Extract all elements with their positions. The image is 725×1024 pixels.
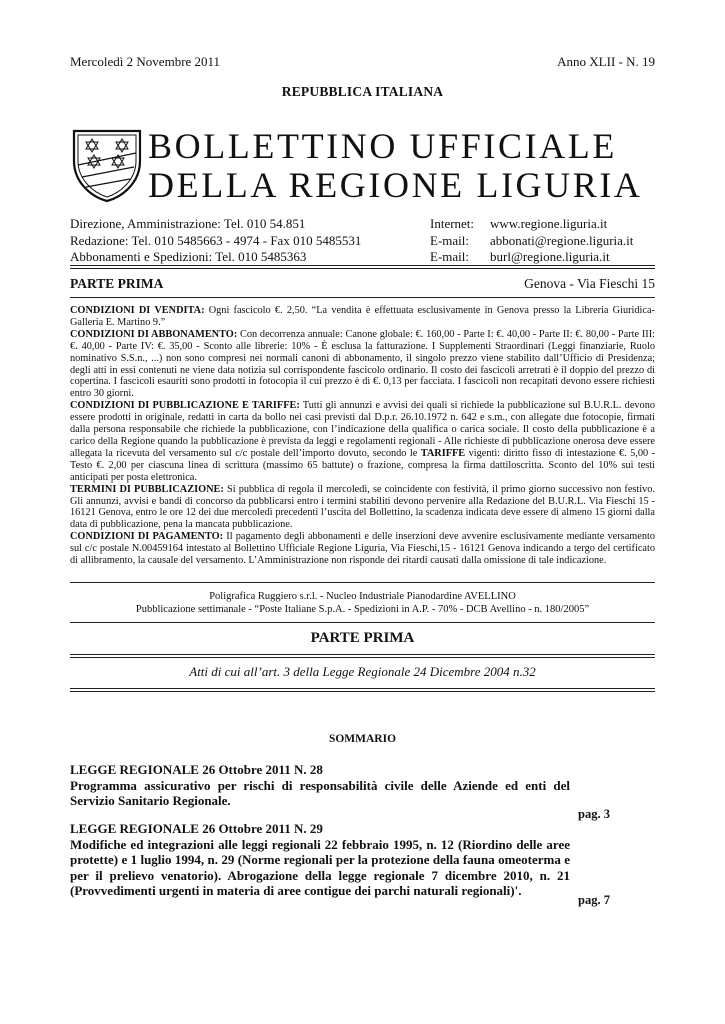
- divider: [70, 297, 655, 298]
- page-reference: pag. 3: [578, 807, 610, 821]
- condition-publication: CONDIZIONI DI PUBBLICAZIONE E TARIFFE: Tutti gli annunzi e avvisi dei quali si richiede la pubblicazione sul B.U.R.L. devono essere prodotti in originale, redatti in carta da bollo nei casi previsti dal D.p.r. 26.10.1972 n. 642 e s.m., con allegate due fotocopie, firmati dalla persona responsabile che richiede la pubblicazione, con l’indicazione della qualifica o carica sociale. Il costo della pubblicazione è a carico della Regione quando la pubblicazione è prevista da leggi e regolamenti regionali - Alle richieste di pubblicazione onerosa deve essere allegata la ricevuta del versamento sul c/c postale dell’importo dovuto, secondo le TARIFFE vigenti: diritto fisso di intestazione €. 5,00 - Testo €. 2,00 per ciascuna linea di scrittura (massimo 65 battute) o frazione, compresa la firma dattiloscritta. Sconto del 10% sui testi anticipati per posta elettronica.: [70, 400, 655, 483]
- section-label: PARTE PRIMA: [70, 276, 164, 291]
- divider: [70, 622, 655, 623]
- condition-subscription: CONDIZIONI DI ABBONAMENTO: Con decorrenza annuale: Canone globale: €. 160,00 - Parte I: €. 40,00 - Parte II: €. 80,00 - Parte III: €. 40,00 - Parte IV: €. 35,00 - Sconto alle librerie: 10% - È esclusa la fatturazione. I Supplementi Straordinari (Leggi finanziarie, Ruolo nominativo S.S.n., ...) non sono compresi nei normali canoni di abbonamento, il singolo prezzo viene stabilito dall’Ufficio di Presidenza; degli atti in essi contenuti ne viene data notizia sul corrispondente fascicolo ordinario. Il costo dei fascicoli arretrati è il doppio del prezzo di copertina. I fascicoli esauriti sono prodotti in fotocopia il cui prezzo è di €. 0,13 per facciata. I fascicoli non recapitati devono essere richiesti entro 30 giorni.: [70, 328, 655, 400]
- region-shield-logo: [72, 127, 142, 208]
- website-link[interactable]: www.regione.liguria.it: [490, 216, 608, 231]
- issue-number: Anno XLII - N. 19: [557, 54, 655, 69]
- publisher-info: [0, 590, 725, 616]
- divider: [70, 582, 655, 583]
- law-title: LEGGE REGIONALE 26 Ottobre 2011 N. 28: [70, 762, 323, 777]
- summary-entry[interactable]: [70, 821, 570, 899]
- condition-payment: CONDIZIONI DI PAGAMENTO: Il pagamento degli abbonamenti e delle inserzioni deve avvenire esclusivamente mediante versamento sul c/c postale N.00459164 intestato al Bollettino Ufficiale Regione Liguria, Via Fieschi,15 - 16121 Genova indicando a tergo del certificato di allibramento, la causale del versamento. L’Amministrazione non risponde dei ritardi causati dalla omissione di tale indicazione.: [70, 531, 655, 567]
- summary-entry[interactable]: [70, 762, 570, 809]
- bulletin-title-line-1: BOLLETTINO UFFICIALE: [148, 126, 617, 166]
- summary-heading: SOMMARIO: [328, 733, 397, 745]
- page-reference: pag. 7: [578, 893, 610, 907]
- contacts-web-values: [490, 216, 633, 266]
- publisher-line: Poligrafica Ruggiero s.r.l. - Nucleo Industriale Pianodardine AVELLINO: [209, 591, 516, 602]
- email-link[interactable]: burl@regione.liguria.it: [490, 249, 610, 264]
- contact-label: E-mail:: [430, 232, 469, 248]
- contacts-web-labels: [430, 216, 474, 266]
- law-description: Programma assicurativo per rischi di responsabilità civile delle Aziende ed enti del Servizio Sanitario Regionale.: [70, 777, 570, 808]
- subscription-conditions: [70, 305, 655, 567]
- contacts-phones: [70, 216, 361, 266]
- part-one-heading: PARTE PRIMA: [310, 630, 415, 646]
- office-address: Genova - Via Fieschi 15: [524, 276, 655, 291]
- condition-deadlines: TERMINI DI PUBBLICAZIONE: Si pubblica di regola il mercoledì, se coincidente con festività, il primo giorno successivo non festivo. Gli annunzi, avvisi e bandi di concorso da pubblicarsi entro i termini stabiliti devono pervenire alla Redazione del B.U.R.L. Via Fieschi 15 - 16121 Genova, entro le ore 12 dei due mercoledì precedenti l’uscita del Bollettino, la scadenza indicata deve essere di almeno 15 giorni dalla data di pubblicazione, pena la mancata pubblicazione.: [70, 483, 655, 531]
- contact-label: Internet:: [430, 216, 475, 231]
- divider: [70, 688, 655, 692]
- condition-sales: CONDIZIONI DI VENDITA: Ogni fascicolo €. 2,50. “La vendita è effettuata esclusivamente in Genova presso la Libreria Giuridica-Galleria E. Martino 9.”: [70, 305, 655, 328]
- law-description: Modifiche ed integrazioni alle leggi regionali 22 febbraio 1995, n. 12 (Riordino delle aree protette) e 1 luglio 1994, n. 29 (Norme regionali per la protezione della fauna omeoterma e per il prelievo venatorio). Abrogazione della legge regionale 7 dicembre 2010, n. 21 (Provvedimenti urgenti in materia di aree contigue dei parchi naturali regionali)'.: [70, 836, 570, 898]
- contact-line: Direzione, Amministrazione: Tel. 010 54.851: [70, 216, 306, 231]
- contact-label: E-mail:: [430, 249, 469, 264]
- divider: [70, 265, 655, 269]
- contact-line: Abbonamenti e Spedizioni: Tel. 010 5485363: [70, 249, 307, 264]
- law-title: LEGGE REGIONALE 26 Ottobre 2011 N. 29: [70, 821, 323, 836]
- divider: [70, 654, 655, 658]
- republic-heading: REPUBBLICA ITALIANA: [281, 84, 444, 99]
- bulletin-title-line-2: DELLA REGIONE LIGURIA: [148, 165, 643, 205]
- contact-line: Redazione: Tel. 010 5485663 - 4974 - Fax 010 5485531: [70, 232, 362, 248]
- publisher-line: Pubblicazione settimanale - “Poste Italiane S.p.A. - Spedizioni in A.P. - 70% - DCB Avellino - n. 180/2005”: [135, 604, 590, 615]
- issue-date: Mercoledì 2 Novembre 2011: [70, 54, 221, 69]
- email-link[interactable]: abbonati@regione.liguria.it: [490, 232, 634, 248]
- part-one-subtitle: Atti di cui all’art. 3 della Legge Regionale 24 Dicembre 2004 n.32: [189, 664, 536, 679]
